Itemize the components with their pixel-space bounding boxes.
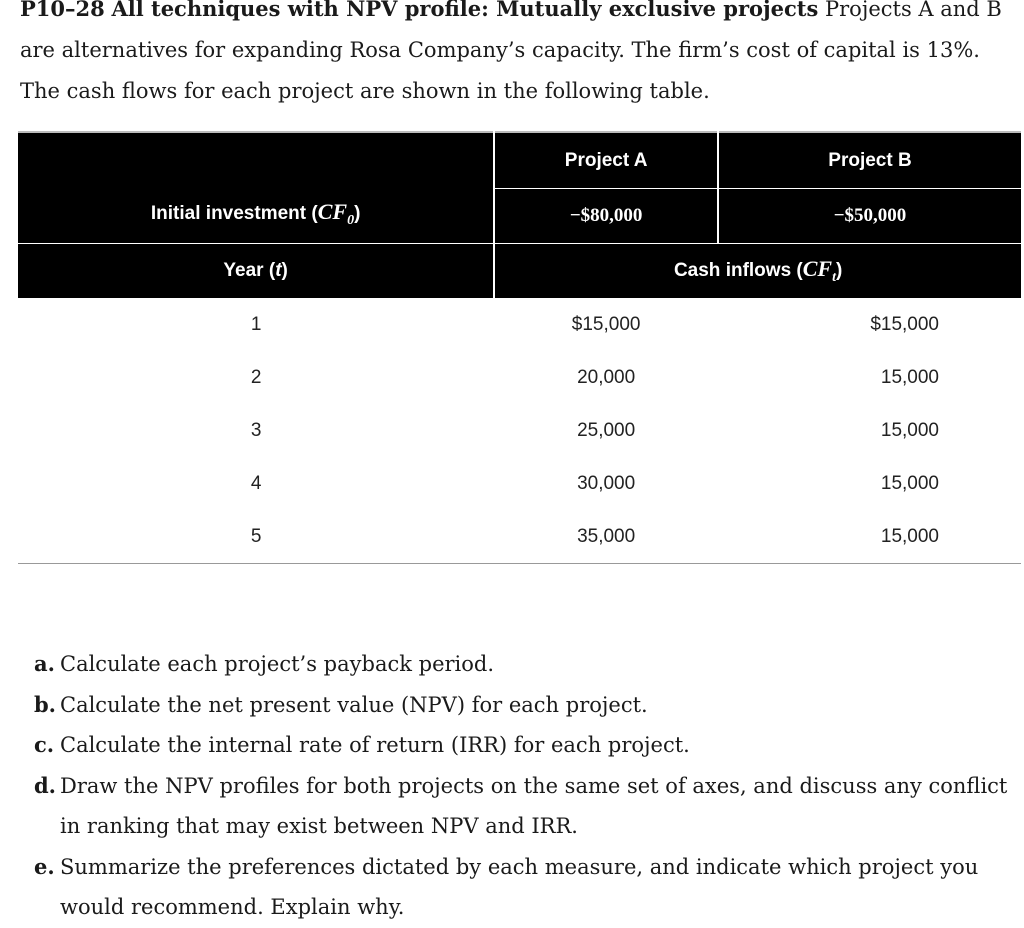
question-e: e. Summarize the preferences dictated by each measure, and indicate which project you would recommend. Explain why. (34, 853, 979, 919)
project-b-cell: 15,000 (880, 472, 939, 494)
table-row (18, 298, 1021, 351)
table-row (18, 351, 1021, 404)
project-b-cell: $15,000 (870, 313, 939, 335)
project-b-cell: 15,000 (880, 419, 939, 441)
initial-investment-b: −$50,000 (718, 189, 1021, 244)
project-b-cell: 15,000 (718, 510, 1021, 564)
question-a: a. Calculate each project’s payback period. (34, 651, 495, 676)
project-b-header: Project B (718, 132, 1021, 189)
year-cell: 1 (250, 313, 262, 335)
problem-statement (20, 0, 1010, 112)
year-cell: 5 (18, 510, 494, 564)
year-cell: 2 (250, 366, 262, 388)
question-b: b. Calculate the net present value (NPV) for each project. (34, 691, 648, 717)
project-a-cell: 30,000 (577, 472, 636, 494)
year-header-row (18, 244, 1021, 299)
year-header: Year (t) (18, 244, 494, 299)
project-header-row (18, 132, 1021, 189)
problem-text: Projects A and B are alternatives for expanding Rosa Company’s capacity. The firm’s cost of capital is 13%. The cash flows for each project are shown in the following table. (20, 0, 1002, 103)
cash-flow-table (18, 131, 1021, 564)
project-b-cell: 15,000 (880, 366, 939, 388)
year-cell: 4 (250, 472, 262, 494)
table-row (18, 510, 1021, 564)
problem-title: All techniques with NPV profile: Mutually exclusive projects (111, 0, 819, 21)
project-a-cell: 20,000 (577, 366, 636, 388)
question-d: d. Draw the NPV profiles for both projects on the same set of axes, and discuss any conflict in ranking that may exist between NPV and IRR. (34, 772, 1008, 838)
table-row (18, 457, 1021, 510)
cash-inflows-header: Cash inflows $(CF_t)$ (494, 244, 1021, 299)
initial-investment-label: Initial investment $(CF_0)$ (18, 132, 494, 244)
project-a-cell: 35,000 (494, 510, 718, 564)
question-c: c. Calculate the internal rate of return (IRR) for each project. (34, 732, 690, 757)
initial-investment-a: −$80,000 (494, 189, 718, 244)
problem-id: P10–28 (20, 0, 105, 21)
project-a-cell: $15,000 (571, 313, 641, 335)
year-cell: 3 (250, 419, 262, 441)
question-list (34, 644, 1014, 928)
table-row (18, 404, 1021, 457)
project-a-header: Project A (494, 132, 718, 189)
project-a-cell: 25,000 (577, 419, 636, 441)
